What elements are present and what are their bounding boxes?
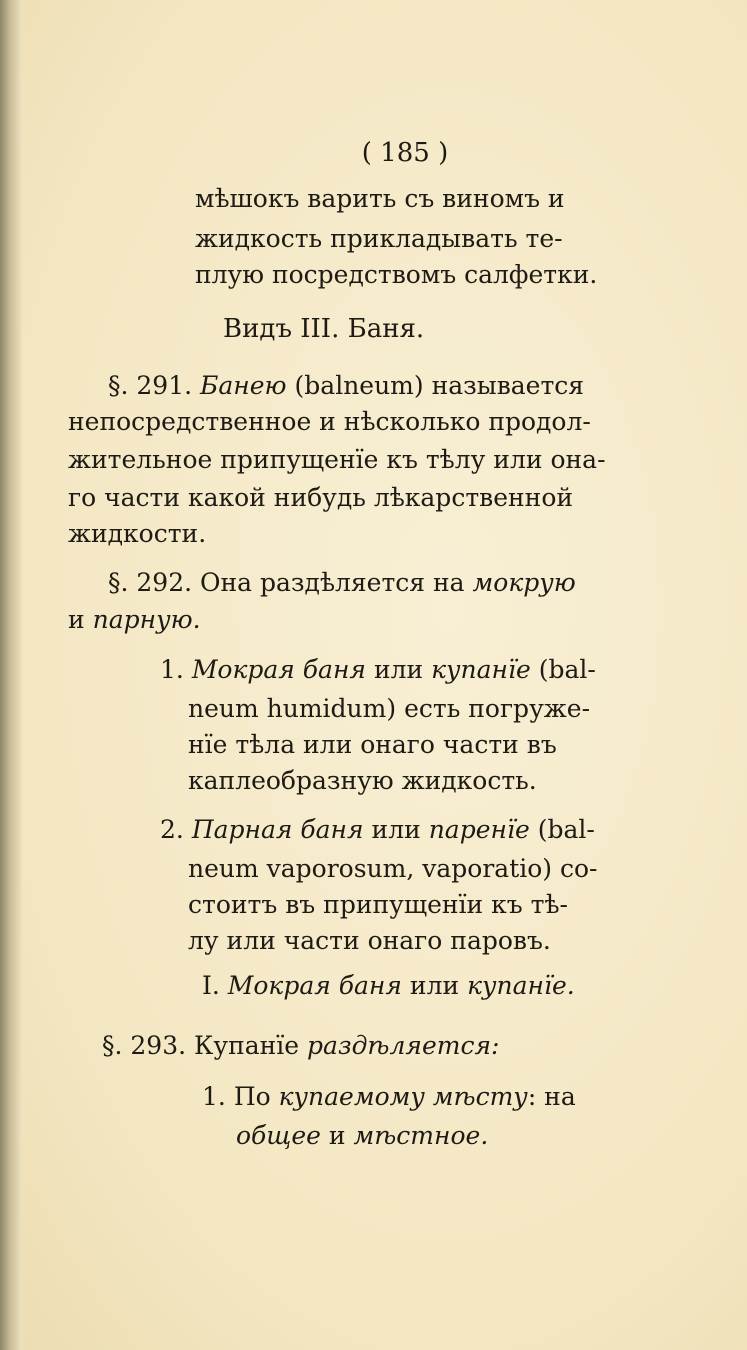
text-span: (bal- <box>537 815 595 844</box>
list-item-293-1-first-line <box>202 1081 576 1113</box>
section-heading: Видъ III. Баня. <box>223 314 425 344</box>
term: купанїе. <box>467 971 575 1000</box>
term: мокрую <box>472 568 576 597</box>
text-span: и <box>68 605 85 634</box>
term: Мокрая баня <box>191 655 366 684</box>
text-line: neum vaporosum, vaporatio) со- <box>188 854 598 883</box>
term: Мокрая баня <box>227 971 402 1000</box>
text-line: плую посредствомъ салфетки. <box>195 260 598 289</box>
text-line: жительное припущенїе къ тѣлу или она- <box>68 445 606 474</box>
text-span: или <box>373 655 424 684</box>
term: Банею <box>200 371 287 400</box>
subsection-heading <box>202 970 575 1002</box>
page-binding-edge <box>0 0 22 1350</box>
text-line: каплеобразную жидкость. <box>188 766 537 795</box>
list-number: 1. <box>160 655 184 684</box>
heading-number: I. <box>202 971 220 1000</box>
text-span: или <box>409 971 460 1000</box>
text-span: или <box>371 815 421 844</box>
text-line: лу или части онаго паровъ. <box>188 926 551 955</box>
term: общее <box>236 1121 321 1150</box>
text-span: : на <box>527 1082 576 1111</box>
text-span: По <box>233 1082 271 1111</box>
term: мѣстное. <box>353 1121 489 1150</box>
text-span: и <box>328 1121 346 1150</box>
list-item-2-first-line <box>160 814 595 846</box>
text-line: neum humidum) есть погруже- <box>188 694 591 723</box>
list-item-1-first-line <box>160 654 596 686</box>
term: паренїе <box>428 815 530 844</box>
paragraph-292-second-line <box>68 604 201 636</box>
text-span: (balneum) называется <box>294 371 585 400</box>
term: Парная баня <box>191 815 364 844</box>
text-line: мѣшокъ варить съ виномъ и <box>195 184 565 213</box>
text-line: жидкость прикладывать те- <box>195 224 563 253</box>
term: купаемому мѣсту <box>278 1082 528 1111</box>
term: купанїе <box>431 655 531 684</box>
text-line: го части какой нибудь лѣкарственной <box>68 483 574 512</box>
text-span: Купанїе <box>194 1031 300 1060</box>
list-number: 1. <box>202 1082 226 1111</box>
paragraph-291-first-line <box>108 370 584 402</box>
text-line: нїе тѣла или онаго части въ <box>188 730 557 759</box>
paragraph-number: §. 293. <box>102 1031 187 1060</box>
text-line: стоитъ въ припущенїи къ тѣ- <box>188 890 568 919</box>
paragraph-number: §. 291. <box>108 371 193 400</box>
list-item-293-1-second-line <box>236 1120 488 1152</box>
list-number: 2. <box>160 815 184 844</box>
text-line: жидкости. <box>68 519 207 548</box>
text-line: непосредственное и нѣсколько продол- <box>68 407 591 436</box>
paragraph-293-first-line <box>102 1030 499 1062</box>
page-number: ( 185 ) <box>361 138 449 168</box>
text-span: §. 292. Она раздѣляется на <box>108 568 465 597</box>
term: раздѣляется: <box>307 1031 500 1060</box>
paragraph-292-first-line <box>108 567 576 599</box>
text-span: (bal- <box>538 655 596 684</box>
term: парную. <box>92 605 201 634</box>
